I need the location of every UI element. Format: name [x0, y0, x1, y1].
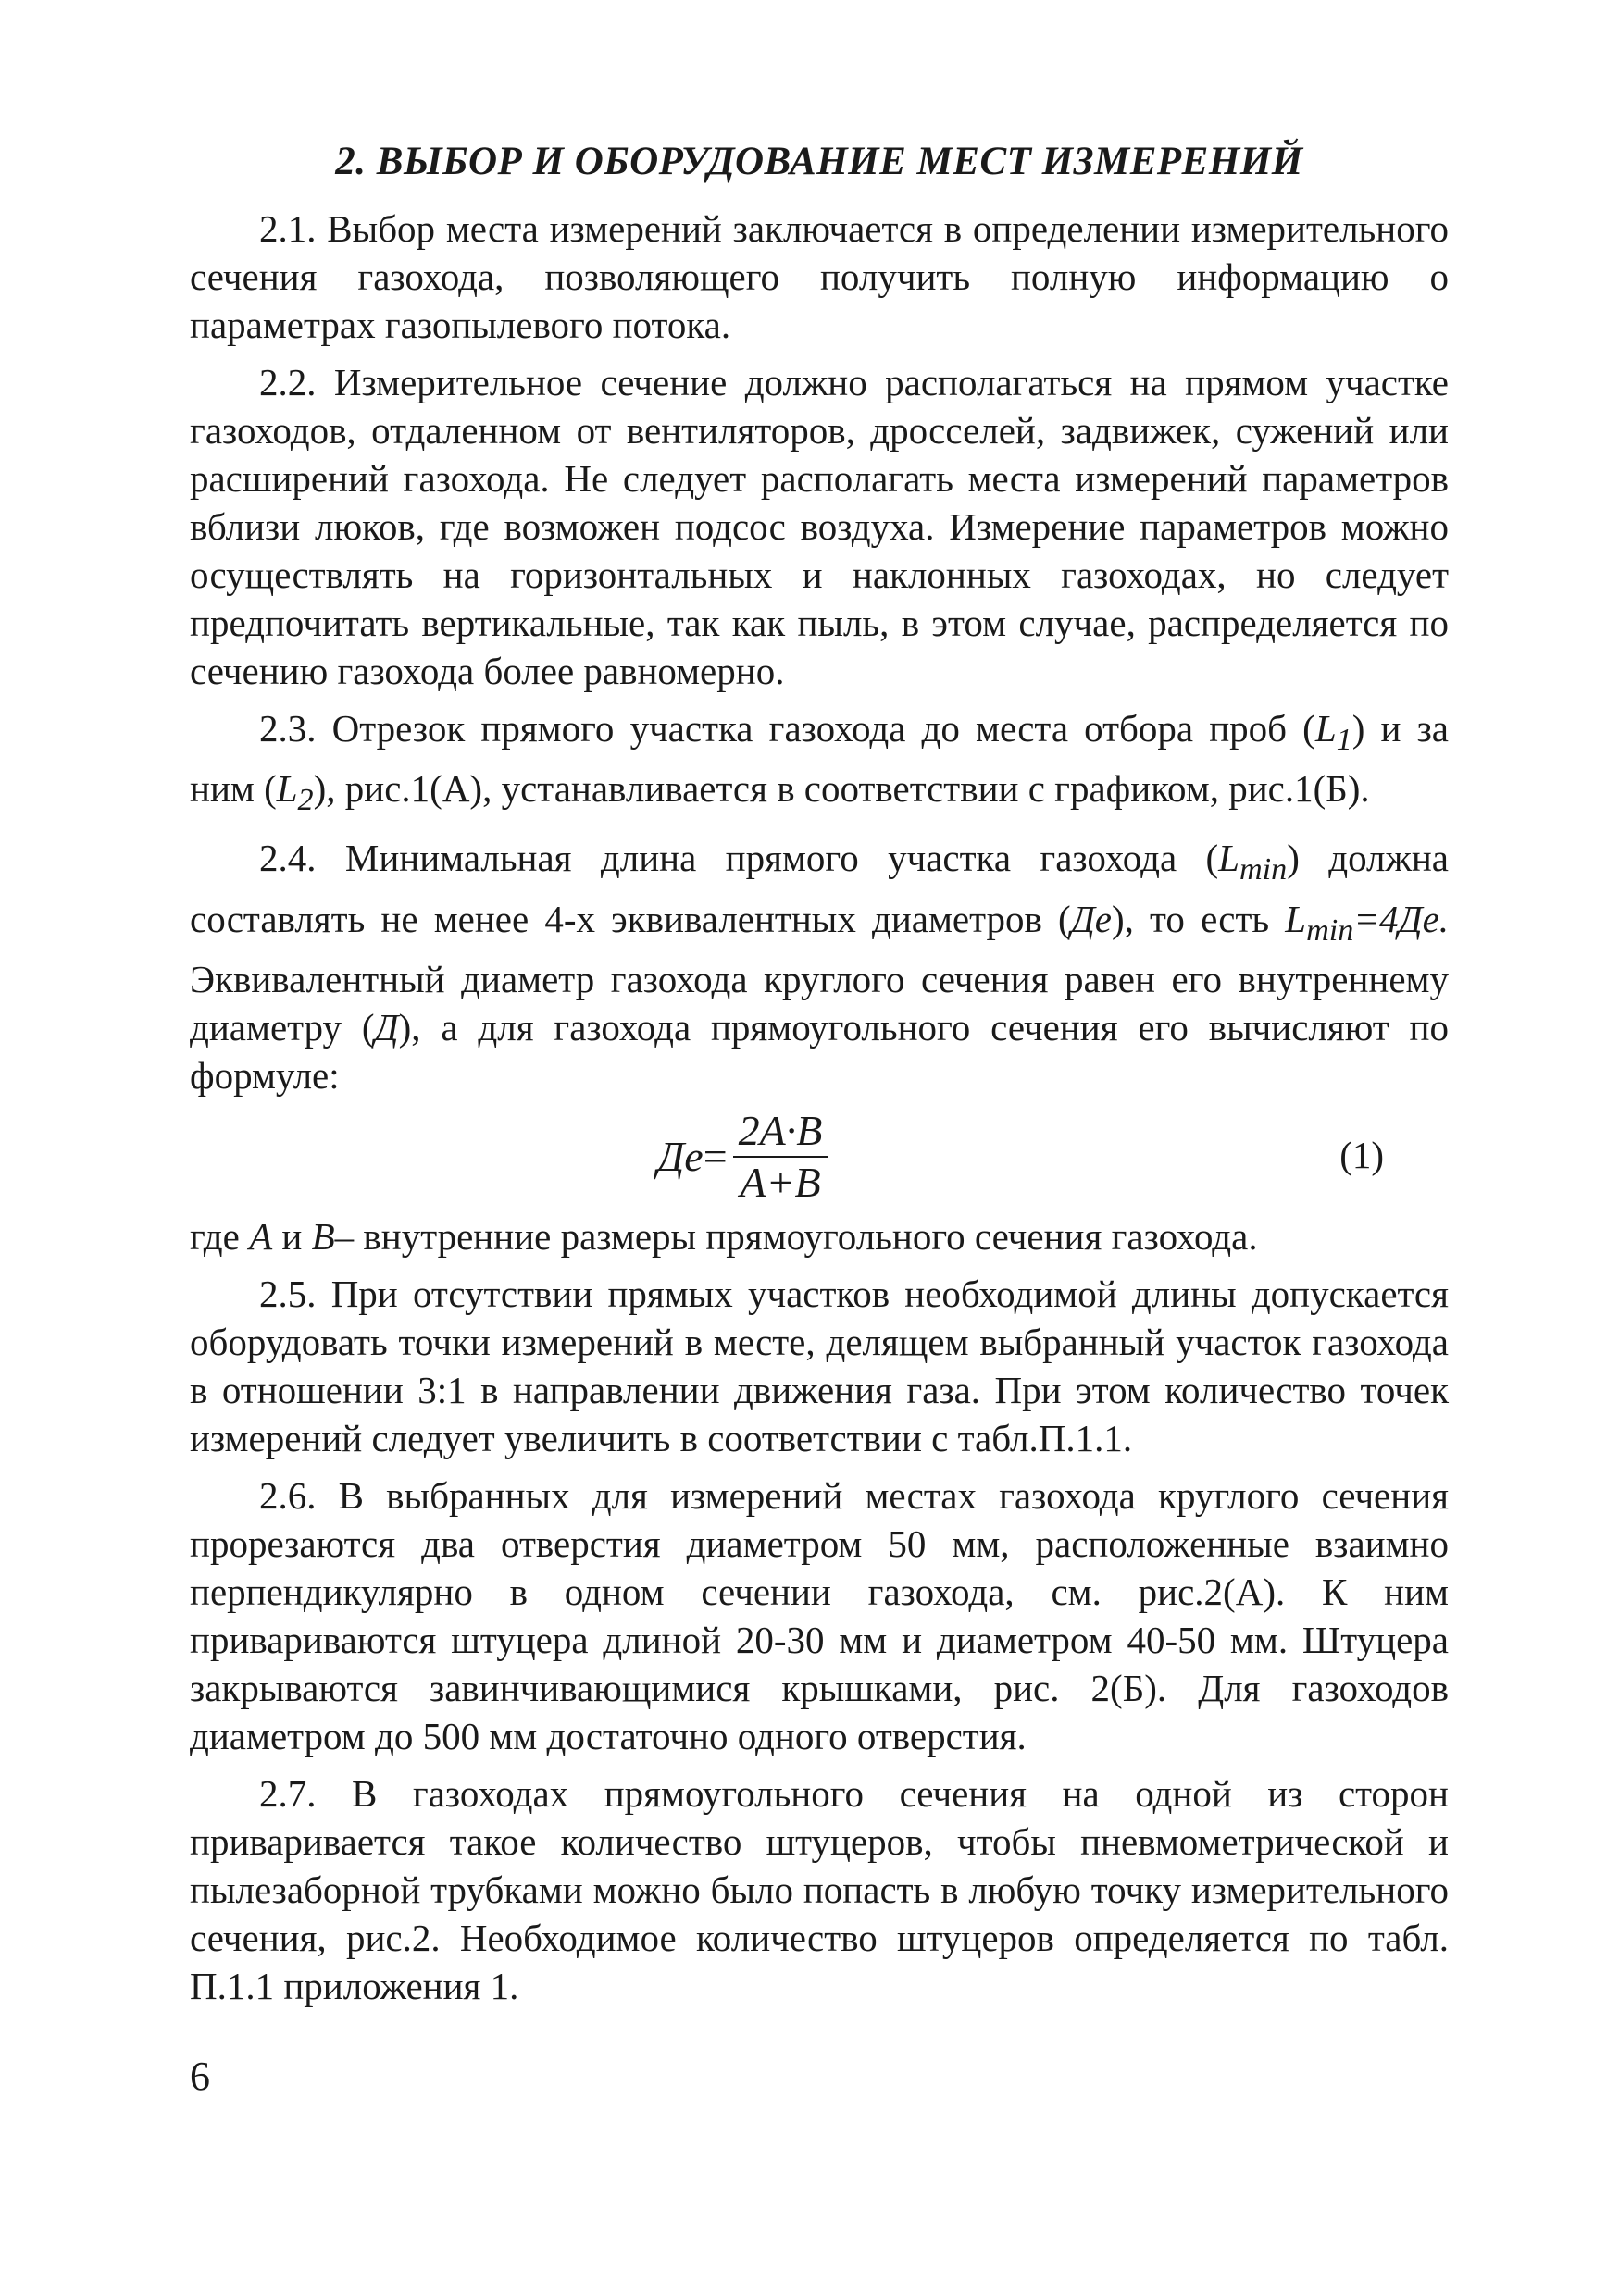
paragraph-text: ), то есть [1112, 897, 1286, 940]
symbol-d: Д [374, 1005, 399, 1049]
paragraph-text: ), рис.1(А), устанавливается в соответствии с графиком, рис.1(Б). [313, 767, 1370, 811]
paragraph-2-5: 2.5. При отсутствии прямых участков необходимой длины допускается оборудовать точки измерений в месте, делящем выбранный участок газохода в отношении 3:1 в направлении движения газа. При этом количество точек измерений следует увеличить в соответствии с табл.П.1.1. [190, 1272, 1449, 1459]
symbol-l1-subscript: 1 [1336, 723, 1352, 758]
symbol-l1: L [1314, 707, 1337, 750]
symbol-lmin: L [1218, 837, 1239, 880]
formula-denominator: A+B [740, 1158, 821, 1206]
formula-block [190, 1103, 1449, 1210]
paragraph-2-1: 2.1. Выбор места измерений заключается в определении измерительного сечения газохода, позволяющего получить полную информацию о параметрах газопылевого потока. [190, 207, 1449, 346]
document-page [190, 139, 1449, 2019]
legend-text: и [272, 1214, 312, 1258]
paragraph-2-3 [190, 704, 1449, 825]
paragraph-2-2: 2.2. Измерительное сечение должно располагаться на прямом участке газоходов, отдаленном от вентиляторов, дросселей, задвижек, сужений или расширений газохода. Не следует располагать места измерений параметров вблизи люков, где возможен подсос воздуха. Измерение параметров можно осуществлять на горизонтальных и наклонных газоходах, но следует предпочитать вертикальные, так как пыль, в этом случае, распределяется по сечению газохода более равномерно. [190, 361, 1449, 692]
formula-numerator: 2A·B [733, 1108, 828, 1158]
symbol-lmin-inline: L [1285, 897, 1307, 940]
equation-inline: =4Де. [1353, 897, 1450, 940]
legend-text: где [190, 1214, 250, 1258]
paragraph-text: 2.3. Отрезок прямого участка газохода до места отбора проб ( [259, 707, 1315, 750]
paragraph-text: 2.4. Минимальная длина прямого участка газохода ( [259, 837, 1219, 880]
paragraph-text: ) и за ним ( [190, 707, 1449, 811]
symbol-lmin-subscript: min [1239, 852, 1288, 887]
section-heading: 2. ВЫБОР И ОБОРУДОВАНИЕ МЕСТ ИЗМЕРЕНИЙ [335, 140, 1303, 183]
symbol-de: Де [1070, 897, 1112, 940]
page-number: 6 [190, 2054, 210, 2099]
paragraph-2-4 [190, 834, 1449, 1098]
formula-lhs: Де [657, 1133, 704, 1181]
symbol-lmin-inline-subscript: min [1306, 912, 1354, 948]
formula-fraction [733, 1108, 828, 1206]
legend-text: – внутренние размеры прямоугольного сечения газохода. [334, 1214, 1258, 1258]
formula-legend [190, 1212, 1449, 1260]
paragraph-text: ) должна составлять не менее 4-х эквивалентных диаметров ( [190, 837, 1449, 940]
symbol-b: В [311, 1214, 335, 1258]
symbol-a: А [249, 1214, 273, 1258]
formula [657, 1103, 828, 1210]
paragraph-text: Эквивалентный диаметр газохода круглого сечения равен его внутреннему диаметру ( [190, 957, 1449, 1049]
symbol-l2: L [276, 767, 298, 811]
paragraph-2-7: 2.7. В газоходах прямоугольного сечения на одной из сторон приваривается такое количество штуцеров, чтобы пневмометрической и пылезаборной трубками можно было попасть в любую точку измерительного сечения, рис.2. Необходимое количество штуцеров определяется по табл. П.1.1 приложения 1. [190, 1771, 1449, 2007]
equation-number: (1) [1339, 1133, 1384, 1176]
symbol-l2-subscript: 2 [297, 783, 314, 818]
paragraph-2-6: 2.6. В выбранных для измерений местах газохода круглого сечения прорезаются два отверстия диаметром 50 мм, расположенные взаимно перпендикулярно в одном сечении газохода, см. рис.2(А). К ним привариваются штуцера длиной 20-30 мм и диаметром 40-50 мм. Штуцера закрываются завинчивающимися крышками, рис. 2(Б). Для газоходов диаметром до 500 мм достаточно одного отверстия. [190, 1473, 1449, 1757]
paragraph-text: ), а для газохода прямоугольного сечения его вычисляют по формуле: [190, 1005, 1449, 1097]
formula-equals: = [703, 1133, 728, 1181]
